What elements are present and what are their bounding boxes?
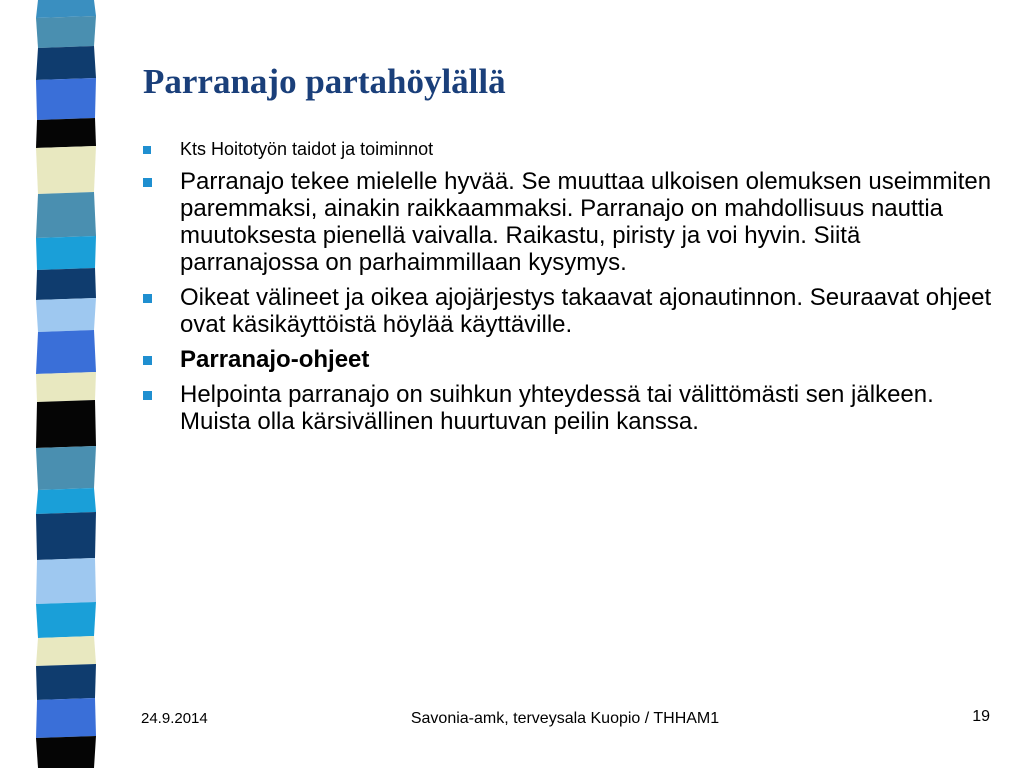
bullet-item bbox=[143, 346, 993, 373]
bullet-text: Parranajo-ohjeet bbox=[180, 346, 370, 373]
bullet-text: Kts Hoitotyön taidot ja toiminnot bbox=[180, 139, 434, 159]
decorative-stripe bbox=[36, 0, 98, 768]
square-bullet-icon bbox=[143, 356, 152, 365]
bullet-text: Parranajo tekee mielelle hyvää. Se muuttaa ulkoisen olemuksen useimmiten paremmaksi, ainakin raikkaammaksi. Parranajo on mahdollisuus nauttia muutoksesta pienellä vaivalla. Raikastu, piristy ja voi hyvin. Siitä parranajossa on parhaimmillaan kysymys. bbox=[180, 168, 992, 276]
bullet-text: Helpointa parranajo on suihkun yhteydessä tai välittömästi sen jälkeen. Muista olla kärsivällinen huurtuvan peilin kanssa. bbox=[180, 381, 934, 435]
square-bullet-icon bbox=[143, 391, 152, 400]
square-bullet-icon bbox=[143, 146, 151, 154]
square-bullet-icon bbox=[143, 178, 152, 187]
bullet-item bbox=[143, 284, 993, 338]
slide-title: Parranajo partahöylällä bbox=[143, 62, 506, 101]
bullet-text: Oikeat välineet ja oikea ajojärjestys takaavat ajonautinnon. Seuraavat ohjeet ovat käsikäyttöistä höylää käyttäville. bbox=[180, 284, 992, 338]
footer-date: 24.9.2014 bbox=[141, 710, 208, 727]
bullet-list bbox=[143, 138, 993, 443]
footer-organization: Savonia-amk, terveysala Kuopio / THHAM1 bbox=[410, 710, 720, 727]
bullet-item bbox=[143, 381, 993, 435]
bullet-item bbox=[143, 168, 993, 276]
page-number: 19 bbox=[972, 708, 990, 725]
square-bullet-icon bbox=[143, 294, 152, 303]
bullet-item bbox=[143, 138, 993, 160]
stripe-graphic bbox=[36, 0, 98, 768]
